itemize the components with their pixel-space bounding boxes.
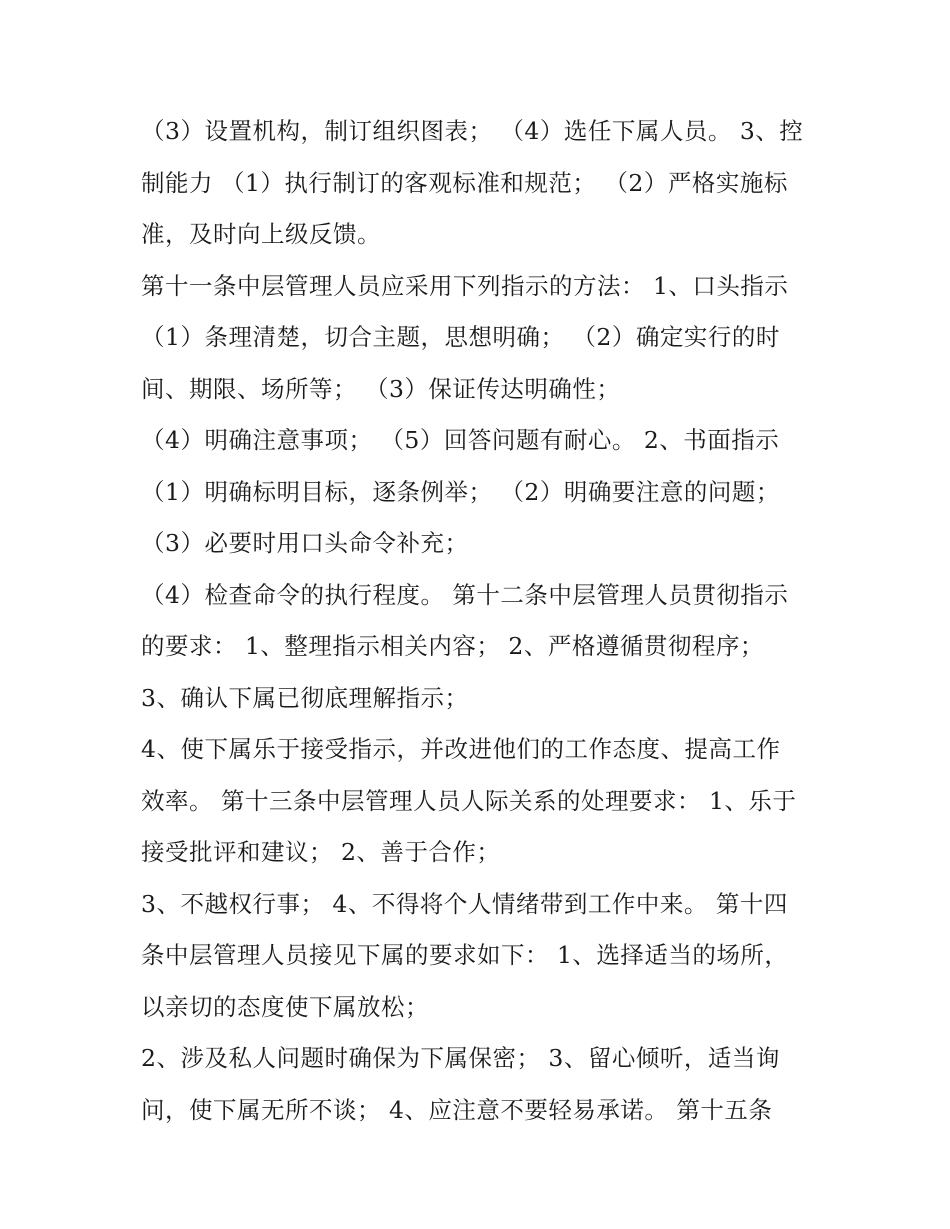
text-line: 制能力 （1）执行制订的客观标准和规范； （2）严格实施标 [141, 168, 788, 197]
text-line: （3）设置机构，制订组织图表； （4）选任下属人员。 3、控 [141, 117, 804, 145]
text-line: 以亲切的态度使下属放松； [141, 992, 429, 1021]
text-line: （1）明确标明目标，逐条例举； （2）明确要注意的问题； [141, 477, 780, 506]
text-line: （4）明确注意事项； （5）回答问题有耐心。 2、书面指示 [141, 426, 780, 454]
text-line: （1）条理清楚，切合主题，思想明确； （2）确定实行的时 [141, 323, 780, 351]
text-line: 问，使下属无所不谈； 4、应注意不要轻易承诺。 第十五条 [141, 1095, 773, 1124]
text-line: （4）检查命令的执行程度。 第十二条中层管理人员贯彻指示 [141, 580, 789, 609]
text-line: 3、不越权行事； 4、不得将个人情绪带到工作中来。 第十四 [141, 889, 788, 918]
text-line: 4、使下属乐于接受指示，并改进他们的工作态度、提高工作 [141, 735, 781, 763]
text-line: 接受批评和建议； 2、善于合作； [141, 838, 501, 866]
text-line: 2、涉及私人问题时确保为下属保密； 3、留心倾听，适当询 [141, 1044, 780, 1072]
text-line: 第十一条中层管理人员应采用下列指示的方法： 1、口头指示 [141, 271, 789, 300]
text-line: 的要求： 1、整理指示相关内容； 2、严格遵循贯彻程序； [141, 632, 764, 660]
text-line: 3、确认下属已彻底理解指示； [141, 683, 469, 712]
text-line: 间、期限、场所等； （3）保证传达明确性； [141, 374, 621, 403]
document-body [141, 106, 821, 1136]
text-line: 效率。 第十三条中层管理人员人际关系的处理要求： 1、乐于 [141, 786, 797, 815]
text-line: 条中层管理人员接见下属的要求如下： 1、选择适当的场所， [141, 941, 789, 969]
text-line: 准，及时向上级反馈。 [141, 220, 381, 248]
text-line: （3）必要时用口头命令补充； [141, 529, 469, 557]
